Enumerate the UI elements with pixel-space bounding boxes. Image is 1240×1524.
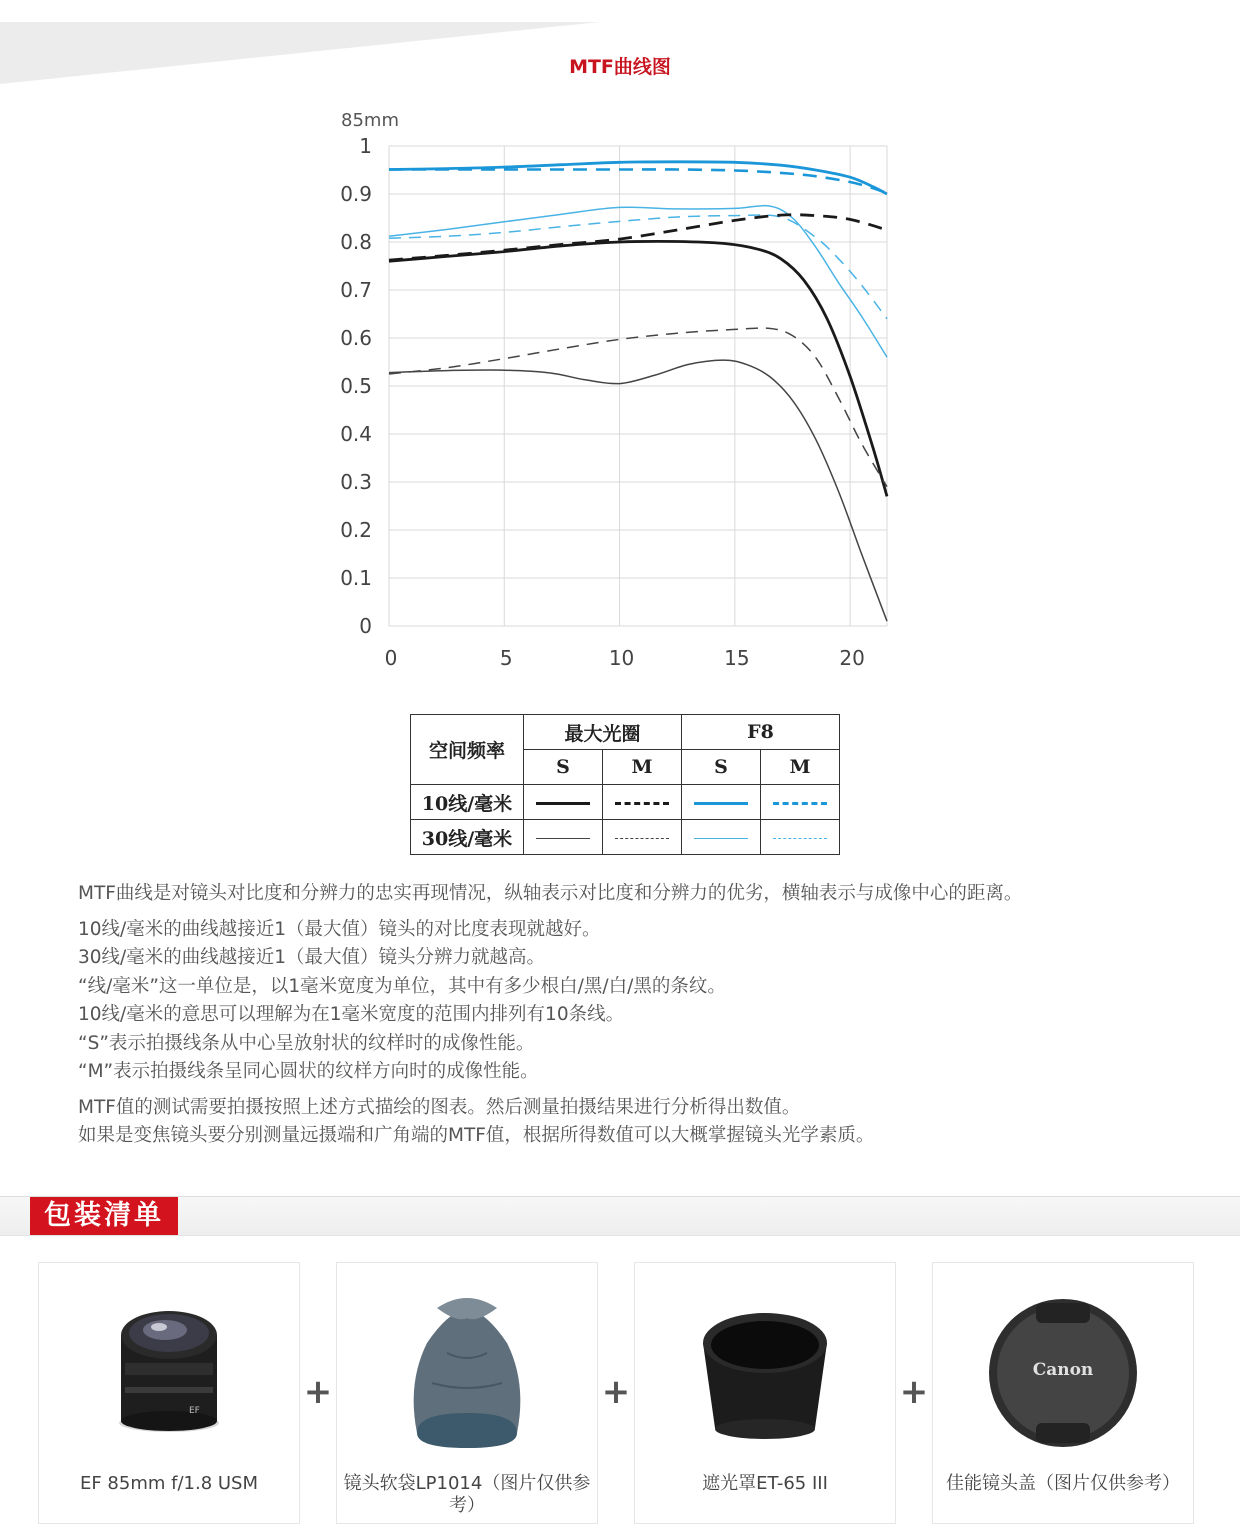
legend-swatch bbox=[524, 785, 603, 820]
legend-swatch bbox=[603, 785, 682, 820]
legend-swatch bbox=[603, 820, 682, 855]
y-tick-label: 0.2 bbox=[340, 518, 372, 542]
mtf-series-line bbox=[389, 215, 887, 260]
focal-length-label: 85mm bbox=[341, 110, 399, 131]
chart-title: MTF曲线图 bbox=[569, 56, 671, 78]
legend-f8: F8 bbox=[682, 715, 840, 750]
legend-s: S bbox=[524, 750, 603, 785]
mtf-description bbox=[78, 880, 1198, 1151]
package-item-caption: 镜头软袋LP1014（图片仅供参考） bbox=[343, 1473, 591, 1516]
mtf-legend bbox=[410, 714, 840, 855]
legend-max-aperture: 最大光圈 bbox=[524, 715, 682, 750]
y-tick-label: 0 bbox=[359, 614, 372, 638]
description-line: “线/毫米”这一单位是，以1毫米宽度为单位，其中有多少根白/黑/白/黑的条纹。 bbox=[78, 975, 726, 997]
package-item-caption: 遮光罩ET-65 III bbox=[702, 1473, 828, 1494]
description-line: 30线/毫米的曲线越接近1（最大值）镜头分辨力就越高。 bbox=[78, 947, 546, 968]
y-tick-label: 0.4 bbox=[340, 422, 372, 446]
plus-sign: + bbox=[303, 1372, 333, 1412]
legend-swatch bbox=[682, 785, 761, 820]
y-tick-label: 1 bbox=[359, 134, 372, 158]
mtf-series-line bbox=[389, 215, 887, 319]
legend-m: M bbox=[603, 750, 682, 785]
legend-m: M bbox=[761, 750, 840, 785]
x-tick-label: 20 bbox=[839, 646, 865, 670]
y-tick-label: 0.5 bbox=[340, 374, 372, 398]
mtf-series-line bbox=[389, 206, 887, 358]
mtf-series-line bbox=[389, 162, 887, 194]
lens-cap-icon bbox=[933, 1263, 1193, 1463]
package-item-caption: 佳能镜头盖（图片仅供参考） bbox=[946, 1473, 1180, 1494]
legend-s: S bbox=[682, 750, 761, 785]
package-item-pouch[interactable] bbox=[336, 1262, 598, 1524]
description-line: MTF值的测试需要拍摄按照上述方式描绘的图表。然后测量拍摄结果进行分析得出数值。 bbox=[78, 1096, 801, 1118]
y-tick-label: 0.6 bbox=[340, 326, 372, 350]
canon-logo: Canon bbox=[1032, 1360, 1094, 1380]
y-tick-label: 0.7 bbox=[340, 278, 372, 302]
lens-icon bbox=[39, 1263, 299, 1463]
legend-swatch bbox=[524, 820, 603, 855]
mtf-series-line bbox=[389, 241, 887, 496]
description-line: MTF曲线是对镜头对比度和分辨力的忠实再现情况，纵轴表示对比度和分辨力的优劣，横轴表示与成像中心的距离。 bbox=[78, 883, 1023, 904]
description-line: 10线/毫米的曲线越接近1（最大值）镜头的对比度表现就越好。 bbox=[78, 918, 601, 940]
x-tick-label: 10 bbox=[608, 646, 635, 670]
mtf-series-line bbox=[389, 328, 887, 487]
y-tick-label: 0.3 bbox=[340, 470, 372, 494]
svg-text:EF: EF bbox=[189, 1406, 200, 1416]
x-tick-label: 0 bbox=[384, 646, 398, 670]
lens-pouch-icon bbox=[337, 1263, 597, 1463]
legend-swatch bbox=[682, 820, 761, 855]
y-tick-label: 0.9 bbox=[340, 182, 372, 206]
lens-hood-icon bbox=[635, 1263, 895, 1463]
legend-swatch bbox=[761, 785, 840, 820]
legend-row-10: 10线/毫米 bbox=[411, 785, 524, 820]
legend-header: 空间频率 bbox=[411, 715, 524, 785]
package-item-cap[interactable] bbox=[932, 1262, 1194, 1524]
y-tick-label: 0.8 bbox=[340, 230, 372, 254]
plus-sign: + bbox=[601, 1372, 631, 1412]
x-tick-label: 15 bbox=[724, 646, 750, 670]
description-line: “S”表示拍摄线条从中心呈放射状的纹样时的成像性能。 bbox=[78, 1032, 535, 1054]
description-line: 如果是变焦镜头要分别测量远摄端和广角端的MTF值，根据所得数值可以大概掌握镜头光学素质。 bbox=[78, 1125, 875, 1146]
mtf-series-line bbox=[389, 169, 887, 193]
plus-sign: + bbox=[899, 1372, 929, 1412]
mtf-chart bbox=[0, 0, 1240, 700]
package-item-caption: EF 85mm f/1.8 USM bbox=[79, 1473, 259, 1494]
legend-row-30: 30线/毫米 bbox=[411, 820, 524, 855]
package-item-lens[interactable] bbox=[38, 1262, 300, 1524]
package-item-hood[interactable] bbox=[634, 1262, 896, 1524]
package-title: 包装清单 bbox=[30, 1197, 178, 1235]
mtf-series-line bbox=[389, 360, 887, 621]
description-line: “M”表示拍摄线条呈同心圆状的纹样方向时的成像性能。 bbox=[78, 1061, 539, 1082]
package-section-bar bbox=[0, 1196, 1240, 1236]
x-tick-label: 5 bbox=[499, 646, 513, 670]
legend-swatch bbox=[761, 820, 840, 855]
y-tick-label: 0.1 bbox=[340, 566, 372, 590]
description-line: 10线/毫米的意思可以理解为在1毫米宽度的范围内排列有10条线。 bbox=[78, 1004, 625, 1025]
